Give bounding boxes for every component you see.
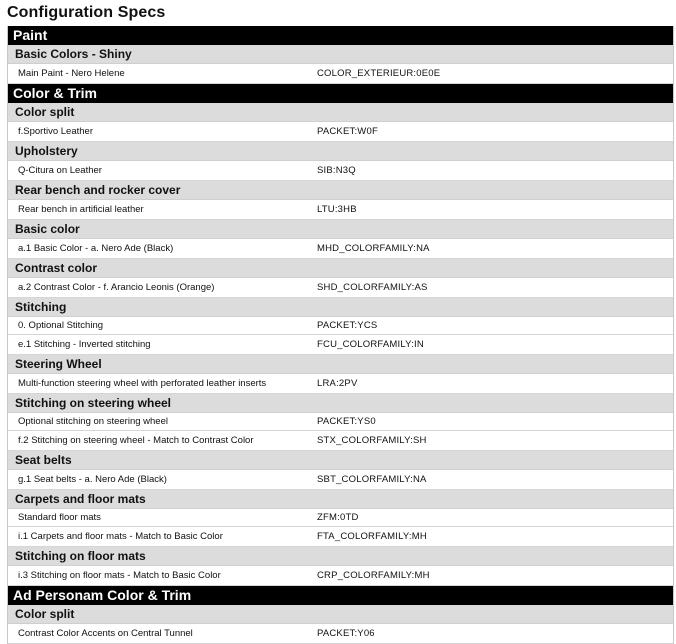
spec-row: [8, 374, 673, 394]
spec-label: f.Sportivo Leather: [18, 126, 93, 137]
spec-code: PACKET:W0F: [317, 126, 378, 137]
spec-row: [8, 317, 673, 335]
spec-code: MHD_COLORFAMILY:NA: [317, 243, 430, 254]
group-header: Seat belts: [8, 451, 673, 470]
spec-label: Standard floor mats: [18, 512, 101, 523]
spec-row: [8, 431, 673, 451]
spec-label: Rear bench in artificial leather: [18, 204, 144, 215]
section-header: Paint: [8, 26, 673, 45]
spec-code: FTA_COLORFAMILY:MH: [317, 531, 427, 542]
spec-row: [8, 413, 673, 431]
spec-label: f.2 Stitching on steering wheel - Match to Contrast Color: [18, 435, 254, 446]
group-header: Contrast color: [8, 259, 673, 278]
spec-code: SIB:N3Q: [317, 165, 356, 176]
group-header: Carpets and floor mats: [8, 490, 673, 509]
spec-label: Multi-function steering wheel with perforated leather inserts: [18, 378, 267, 389]
group-header: Color split: [8, 605, 673, 624]
group-header: Stitching on floor mats: [8, 547, 673, 566]
spec-row: [8, 122, 673, 142]
group-header: Color split: [8, 103, 673, 122]
spec-code: PACKET:YCS: [317, 320, 378, 331]
group-header: Basic color: [8, 220, 673, 239]
spec-row: [8, 566, 673, 586]
group-header: Upholstery: [8, 142, 673, 161]
spec-code: PACKET:Y06: [317, 628, 375, 639]
spec-row: [8, 624, 673, 644]
section-header: Color & Trim: [8, 84, 673, 103]
group-header: Steering Wheel: [8, 355, 673, 374]
spec-label: Contrast Color Accents on Central Tunnel: [18, 628, 193, 639]
spec-label: e.1 Stitching - Inverted stitching: [18, 339, 151, 350]
spec-code: LRA:2PV: [317, 378, 358, 389]
spec-row: [8, 64, 673, 84]
spec-label: g.1 Seat belts - a. Nero Ade (Black): [18, 474, 167, 485]
spec-code: FCU_COLORFAMILY:IN: [317, 339, 424, 350]
spec-code: COLOR_EXTERIEUR:0E0E: [317, 68, 441, 79]
spec-label: 0. Optional Stitching: [18, 320, 104, 331]
spec-row: [8, 200, 673, 220]
spec-code: CRP_COLORFAMILY:MH: [317, 570, 430, 581]
spec-row: [8, 239, 673, 259]
spec-row: [8, 470, 673, 490]
spec-row: [8, 527, 673, 547]
spec-label: Main Paint - Nero Helene: [18, 68, 125, 79]
spec-code: LTU:3HB: [317, 204, 357, 215]
spec-code: SBT_COLORFAMILY:NA: [317, 474, 427, 485]
spec-label: Optional stitching on steering wheel: [18, 416, 168, 427]
spec-row: [8, 278, 673, 298]
group-header: Stitching on steering wheel: [8, 394, 673, 413]
spec-code: ZFM:0TD: [317, 512, 359, 523]
spec-table: [7, 26, 674, 644]
spec-label: a.2 Contrast Color - f. Arancio Leonis (Orange): [18, 282, 215, 293]
spec-label: a.1 Basic Color - a. Nero Ade (Black): [18, 243, 174, 254]
group-header: Basic Colors - Shiny: [8, 45, 673, 64]
page-title: Configuration Specs: [7, 4, 166, 21]
section-header: Ad Personam Color & Trim: [8, 586, 673, 605]
spec-label: Q-Citura on Leather: [18, 165, 102, 176]
spec-row: [8, 335, 673, 355]
spec-code: SHD_COLORFAMILY:AS: [317, 282, 428, 293]
spec-row: [8, 161, 673, 181]
spec-label: i.3 Stitching on floor mats - Match to Basic Color: [18, 570, 221, 581]
spec-code: STX_COLORFAMILY:SH: [317, 435, 427, 446]
group-header: Stitching: [8, 298, 673, 317]
group-header: Rear bench and rocker cover: [8, 181, 673, 200]
spec-label: i.1 Carpets and floor mats - Match to Basic Color: [18, 531, 223, 542]
spec-row: [8, 509, 673, 527]
spec-code: PACKET:YS0: [317, 416, 376, 427]
